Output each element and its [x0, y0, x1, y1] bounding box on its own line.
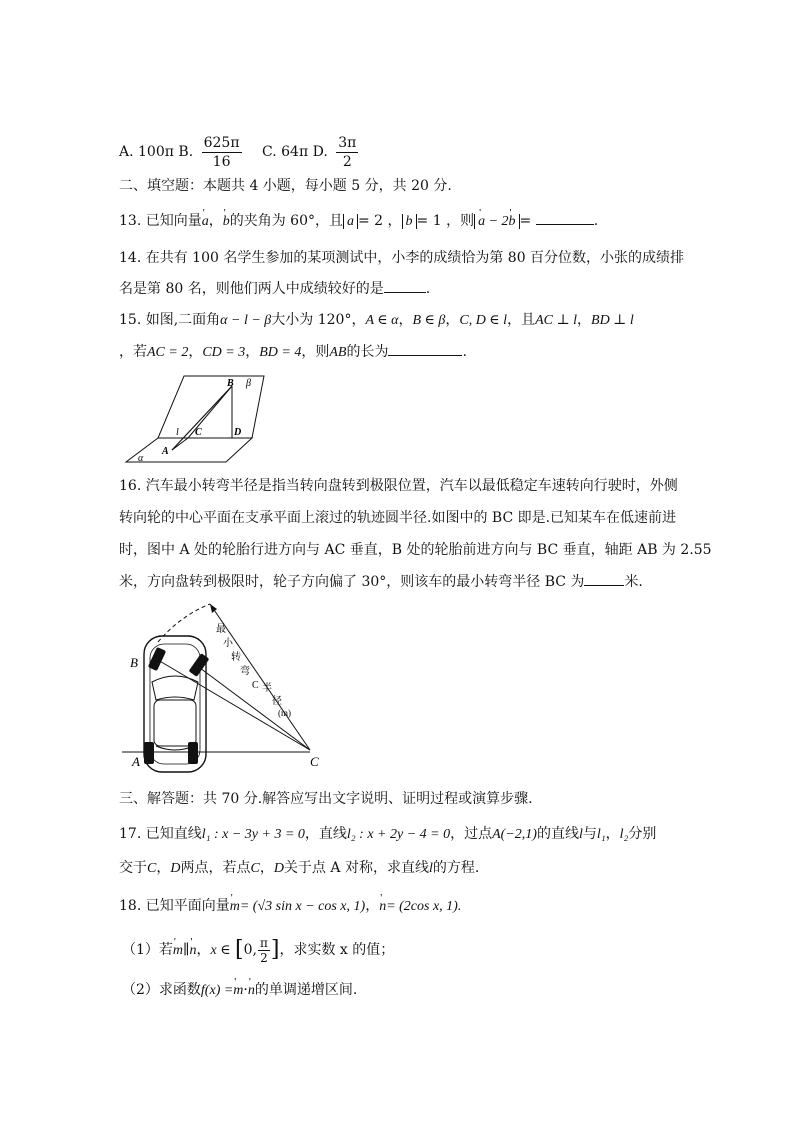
q12-option-b-numerator: 625π: [203, 134, 240, 151]
fig15-label-A: A: [162, 446, 169, 457]
question-15-line-1: [119, 310, 634, 331]
q13-eq: =: [519, 213, 532, 229]
q15-answer-blank: [388, 341, 462, 356]
q12-option-d-fraction: [336, 134, 358, 171]
q13-eq1: = 1 ，则: [416, 213, 475, 229]
q15-comma-2: ，: [445, 312, 460, 328]
q18-p2-a: （2）求函数: [122, 982, 201, 998]
q12-option-c-value: 64π: [281, 144, 309, 160]
q15-line2-c: 的长为: [346, 344, 389, 360]
q17-line-l2: l₂ : x + 2y − 4 = 0: [346, 827, 451, 842]
q12-option-d-denominator: 2: [342, 153, 352, 170]
q13-abs-expression: [474, 214, 519, 229]
question-13: 13. 已知向量' a，' b的夹角为 60°，且 a = 2 ， b = 1 ，则' a − 2' b = .: [119, 210, 598, 232]
q15-cond5: BD ⊥ l: [591, 313, 634, 328]
q15-dihedral: α − l − β: [220, 313, 272, 328]
question-15-line-2: ，若AC = 2，CD = 3，BD = 4，则AB的长为 .: [119, 341, 467, 363]
q17-line2-c: 两点，若点: [180, 860, 251, 876]
q17-C2: C: [250, 861, 260, 876]
car-turning-radius-figure: [118, 600, 338, 775]
q14-answer-blank: [384, 278, 426, 293]
q15-cond4: AC ⊥ l: [535, 313, 578, 328]
q15-ac: AC = 2: [147, 345, 189, 360]
fig15-label-C: C: [195, 427, 202, 438]
fig15-label-l: l: [176, 427, 179, 438]
fig16-radius-char-7: 径: [272, 696, 282, 707]
q13-abs-b: b: [402, 214, 417, 229]
q17-line-l1: l₁ : x − 3y + 3 = 0: [201, 827, 305, 842]
q17-C: C: [147, 861, 157, 876]
q16-line-4-end: 米.: [624, 574, 643, 590]
q15-line1-a: 15. 如图,二面角: [119, 312, 221, 328]
q15-bd: BD = 4: [259, 345, 302, 360]
q13-mid: 的夹角为 60°，且: [229, 213, 343, 229]
q17-line2-f: 的方程.: [432, 860, 480, 876]
q17-l2c: l: [428, 861, 433, 876]
q18-m-definition: = (√3 sin x − cos x, 1): [239, 899, 366, 914]
fig16-label-A: A: [132, 754, 140, 769]
q12-option-b-label: B.: [178, 144, 194, 160]
q18-p1-right-bracket: ]: [270, 937, 280, 962]
q17-l2b: l₂: [619, 827, 629, 842]
q15-and: ，且: [507, 312, 536, 328]
q17-D: D: [170, 861, 181, 876]
q17-line1-f: ，: [605, 826, 620, 842]
q13-vector-a: ' a: [202, 212, 209, 232]
q13-expr-minus: − 2: [485, 214, 509, 229]
q18-p2-b: 的单调递增区间.: [254, 982, 358, 998]
dihedral-angle-figure: [120, 372, 280, 468]
q15-comma-1: ，: [398, 312, 413, 328]
q15-comma-4: ，: [577, 312, 592, 328]
q18-vector-m: ' m: [230, 897, 240, 917]
fig16-radius-char-6: 半: [262, 683, 272, 694]
fig15-label-D: D: [234, 427, 242, 438]
q15-comma-6: ，: [245, 344, 260, 360]
q17-line2-d: ，: [259, 860, 274, 876]
q12-option-d-numerator: 3π: [338, 134, 357, 151]
q18-p1-n: ' n: [190, 933, 197, 969]
q18-n-definition: = (2cos x, 1).: [386, 899, 462, 914]
q15-ab: AB: [329, 345, 347, 360]
q18-comma: ，: [365, 898, 380, 914]
car-turning-diagram: [118, 600, 338, 775]
q15-cond3: C, D ∈ l: [459, 313, 508, 328]
q18-p1-c: ，求实数 x 的值；: [279, 942, 395, 958]
fig16-radius-unit: (m): [278, 708, 291, 718]
fig16-radius-char-5: C: [252, 680, 259, 691]
q18-p1-a: （1）若: [122, 942, 173, 958]
q13-expr-b: ' b: [509, 212, 516, 232]
q18-p2-dot: ·: [243, 982, 248, 998]
fig16-label-C: C: [310, 754, 319, 769]
q18-p1-denominator: 2: [260, 950, 268, 965]
question-18-line-1: [119, 896, 461, 917]
q17-D2: D: [273, 861, 284, 876]
q14-line-1: 14. 在共有 100 名学生参加的某项测试中，小李的成绩恰为第 80 百分位数，小张的成绩排: [119, 250, 685, 266]
q17-l1b: l₁: [596, 827, 606, 842]
q18-p1-left-bracket: [: [235, 937, 244, 962]
q12-option-c-label: C.: [262, 144, 277, 160]
question-17-line-1: [119, 824, 656, 845]
q18-p1-parallel: ∥: [183, 942, 190, 958]
q15-cond1: A ∈ α: [365, 313, 399, 328]
q15-line2-a: ，若: [119, 344, 147, 360]
fig16-radius-char-2: 小: [223, 638, 233, 649]
question-16-line-4: [119, 571, 643, 592]
section-2-heading: 二、填空题：本题共 4 小题，每小题 5 分，共 20 分.: [119, 178, 452, 194]
q15-line2-b: ，则: [301, 344, 330, 360]
q17-line1-d: 的直线: [536, 826, 579, 842]
q17-line1-b: ，直线: [304, 826, 347, 842]
q16-line-4: 米，方向盘转到极限时，轮子方向偏了 30°，则该车的最小转弯半径 BC 为: [119, 574, 585, 590]
question-14-line-2: 名是第 80 名，则他们两人中成绩较好的是 .: [119, 278, 430, 299]
section-3-heading: 三、解答题：共 70 分.解答应写出文字说明、证明过程或演算步骤.: [119, 791, 533, 807]
fig16-radius-char-3: 转: [231, 652, 241, 663]
q16-line-1: 16. 汽车最小转弯半径是指当转向盘转到极限位置，汽车以最低稳定车速转向行驶时，外侧: [119, 478, 678, 494]
q12-option-a-label: A.: [119, 144, 134, 160]
q18-vector-n: ' n: [379, 897, 386, 917]
fig16-label-B: B: [130, 655, 138, 670]
q13-abs-a: a: [343, 214, 358, 229]
q17-line2-a: 交于: [119, 860, 147, 876]
q15-line1-b: 大小为 120°，: [271, 312, 366, 328]
question-18-part-2: [122, 980, 357, 1001]
q15-cond2: B ∈ β: [412, 313, 446, 328]
q12-option-a-value: 100π: [138, 144, 174, 160]
fig16-radius-char-4: 弯: [240, 666, 250, 677]
q12-option-d-label: D.: [312, 144, 328, 160]
q13-vector-b: ' b: [223, 212, 230, 232]
q13-answer-blank: [536, 210, 594, 225]
q17-line2-b: ，: [156, 860, 171, 876]
q12-option-b-fraction: [202, 134, 242, 171]
q12-option-b-denominator: 16: [212, 153, 231, 170]
q13-sep: ，: [208, 213, 223, 229]
q14-line-2: 名是第 80 名，则他们两人中成绩较好的是: [119, 281, 384, 297]
q18-p1-fraction: [258, 936, 270, 965]
q17-line1-e: 与: [582, 826, 597, 842]
fig15-label-beta: β: [246, 378, 251, 389]
question-17-line-2: [119, 858, 479, 879]
q18-p1-x: x ∈: [210, 943, 231, 958]
q15-comma-5: ，: [188, 344, 203, 360]
dihedral-angle-diagram: [120, 372, 280, 468]
q18-p1-numerator: π: [260, 935, 268, 950]
q18-p1-zero: 0,: [243, 942, 257, 958]
q17-line2-e: 关于点 A 对称，求直线: [283, 860, 429, 876]
q12-options: [119, 132, 362, 172]
q17-line1-a: 17. 已知直线: [119, 826, 202, 842]
q16-line-3: 时，图中 A 处的轮胎行进方向与 AC 垂直，B 处的轮胎前进方向与 BC 垂直，轴距 AB 为 2.55: [119, 542, 712, 558]
q16-answer-blank: [584, 571, 624, 586]
q13-prefix: 13. 已知向量: [119, 213, 202, 229]
q17-line1-c: ，过点: [450, 826, 493, 842]
q18-p1-m: ' m: [173, 933, 183, 969]
q13-eq2: = 2 ，: [357, 213, 402, 229]
q18-p2-f: f(x) =: [200, 983, 234, 998]
q17-line1-g: 分别: [628, 826, 657, 842]
q17-point-a: A(−2,1): [492, 827, 537, 842]
q18-line1-a: 18. 已知平面向量: [119, 898, 230, 914]
q18-p2-m: ' m: [233, 981, 243, 1001]
q15-cd: CD = 3: [202, 345, 246, 360]
q13-expr-a: ' a: [478, 212, 485, 232]
fig16-radius-char-1: 最: [216, 624, 226, 635]
question-18-part-1: [122, 932, 394, 968]
q18-p2-n: ' n: [248, 981, 255, 1001]
fig15-label-alpha: α: [138, 453, 144, 464]
q18-p1-b: ，: [196, 942, 211, 958]
q17-l: l: [578, 827, 583, 842]
fig15-label-B: B: [227, 378, 234, 389]
q16-line-2: 转向轮的中心平面在支承平面上滚过的轨迹圆半径.如图中的 BC 即是.已知某车在低速前进: [119, 510, 677, 526]
